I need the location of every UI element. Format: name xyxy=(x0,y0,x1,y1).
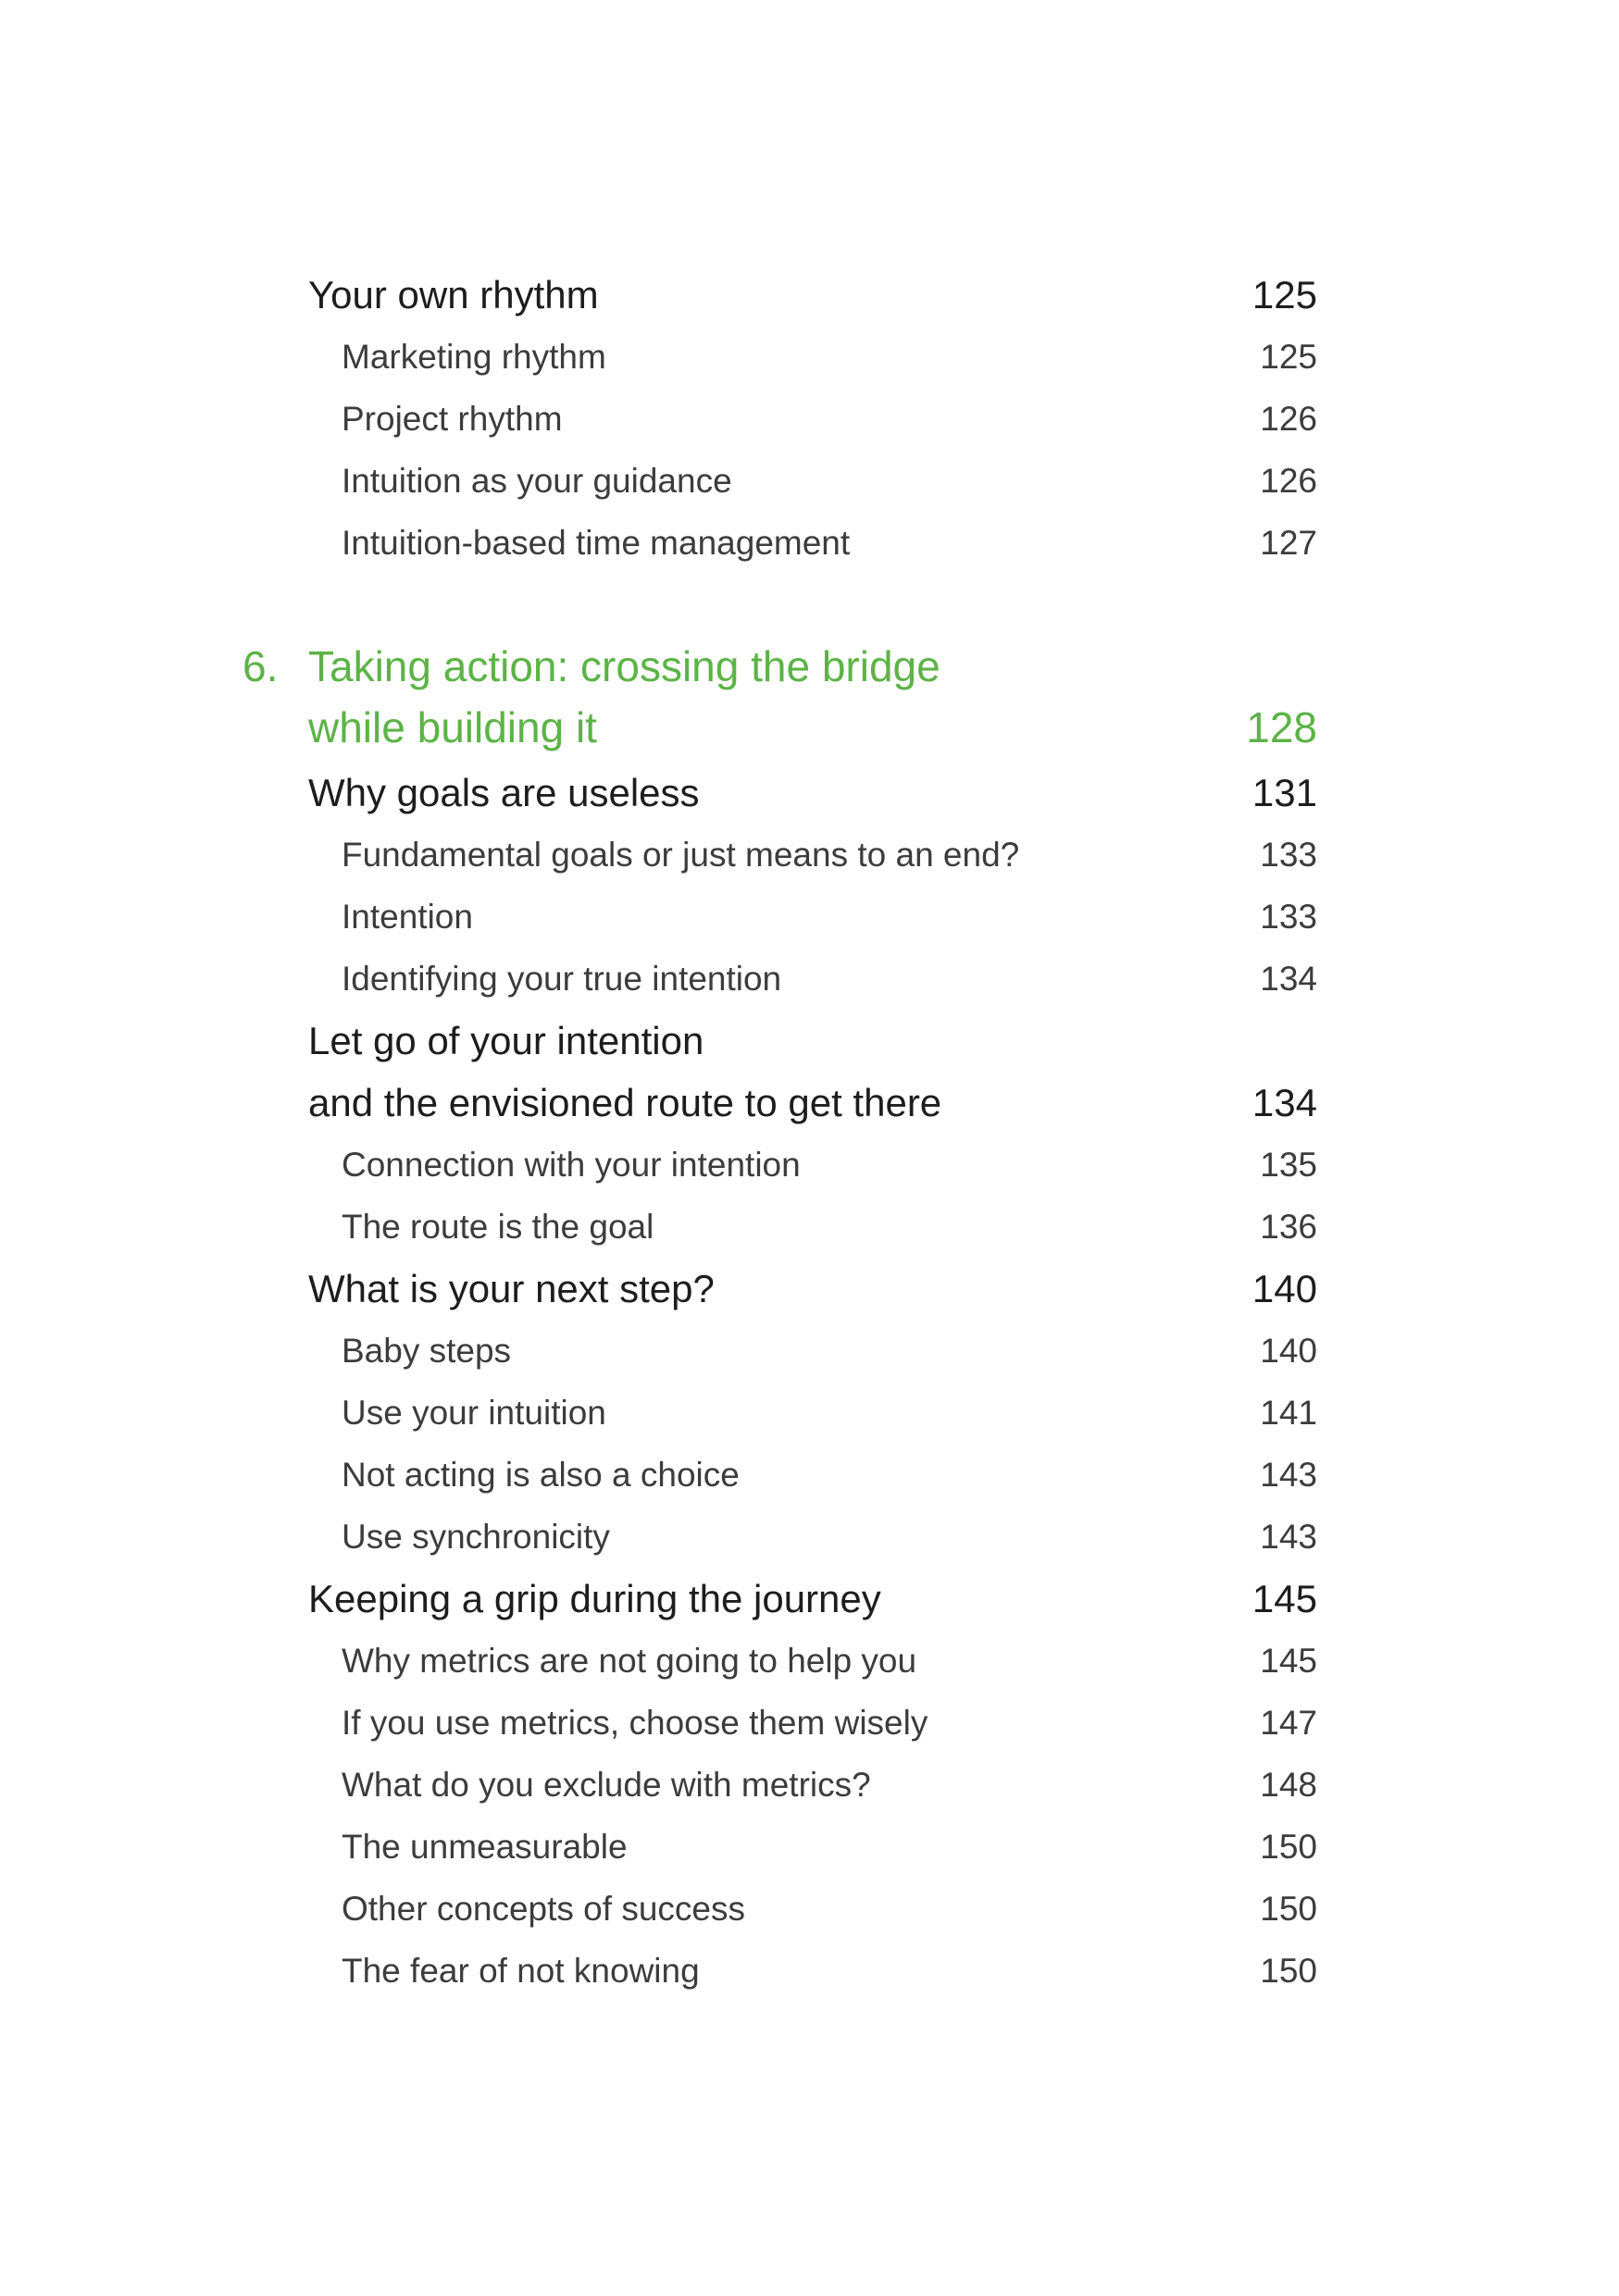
toc-section-title: Keeping a grip during the journey xyxy=(308,1577,881,1620)
toc-subsection-title: Marketing rhythm xyxy=(342,338,606,376)
toc-page-number: 143 xyxy=(1260,1518,1317,1556)
toc-page-number: 125 xyxy=(1260,338,1317,376)
toc-subsection-title: Connection with your intention xyxy=(342,1146,801,1184)
toc-page-number: 150 xyxy=(1260,1952,1317,1990)
toc-page-number: 127 xyxy=(1260,524,1317,562)
toc-page-number: 150 xyxy=(1260,1828,1317,1866)
toc-page-number: 147 xyxy=(1260,1704,1317,1742)
toc-page-number: 125 xyxy=(1252,273,1317,316)
toc-page-number: 135 xyxy=(1260,1146,1317,1184)
toc-subsection-title: Use synchronicity xyxy=(342,1518,610,1556)
toc-subsection-title: Fundamental goals or just means to an end? xyxy=(342,836,1020,874)
toc-page-number: 143 xyxy=(1260,1456,1317,1494)
toc-section-title: and the envisioned route to get there xyxy=(308,1081,942,1124)
toc-subsection-title: Not acting is also a choice xyxy=(342,1456,740,1494)
toc-section-title: What is your next step? xyxy=(308,1267,715,1310)
toc-page-number: 131 xyxy=(1252,771,1317,814)
toc-section-title: Your own rhythm xyxy=(308,273,599,316)
toc-section-title: Let go of your intention xyxy=(308,1019,704,1062)
toc-subsection-title: Why metrics are not going to help you xyxy=(342,1642,917,1680)
toc-page-number: 141 xyxy=(1260,1394,1317,1432)
toc-section-title: Why goals are useless xyxy=(308,771,700,814)
toc-page-number: 145 xyxy=(1260,1642,1317,1680)
toc-subsection-title: What do you exclude with metrics? xyxy=(342,1766,871,1804)
toc-page-number: 133 xyxy=(1260,898,1317,936)
toc-subsection-title: Intention xyxy=(342,898,473,936)
chapter-number: 6. xyxy=(243,642,279,690)
toc-subsection-title: Baby steps xyxy=(342,1332,512,1370)
toc-subsection-title: The route is the goal xyxy=(342,1208,654,1246)
toc-subsection-title: Identifying your true intention xyxy=(342,960,782,998)
toc-page-number: 126 xyxy=(1260,462,1317,500)
toc-page-number: 134 xyxy=(1260,960,1317,998)
toc-page-number: 145 xyxy=(1252,1577,1317,1620)
toc-subsection-title: Intuition-based time management xyxy=(342,524,851,562)
toc-page-number: 140 xyxy=(1260,1332,1317,1370)
toc-page-number: 150 xyxy=(1260,1890,1317,1928)
toc-subsection-title: The fear of not knowing xyxy=(342,1952,700,1990)
chapter-page-number: 128 xyxy=(1246,703,1317,751)
toc-page-number: 136 xyxy=(1260,1208,1317,1246)
toc-subsection-title: If you use metrics, choose them wisely xyxy=(342,1704,928,1742)
toc-page-number: 148 xyxy=(1260,1766,1317,1804)
chapter-title-line-1: Taking action: crossing the bridge xyxy=(308,642,940,690)
toc-page-number: 140 xyxy=(1252,1267,1317,1310)
toc-page-number: 126 xyxy=(1260,400,1317,438)
toc-subsection-title: Other concepts of success xyxy=(342,1890,745,1928)
chapter-title-line-2: while building it xyxy=(308,703,597,751)
toc-page-number: 133 xyxy=(1260,836,1317,874)
toc-page-number: 134 xyxy=(1252,1081,1317,1124)
toc-subsection-title: Intuition as your guidance xyxy=(342,462,732,500)
toc-subsection-title: Project rhythm xyxy=(342,400,563,438)
toc-subsection-title: The unmeasurable xyxy=(342,1828,628,1866)
toc-subsection-title: Use your intuition xyxy=(342,1394,606,1432)
